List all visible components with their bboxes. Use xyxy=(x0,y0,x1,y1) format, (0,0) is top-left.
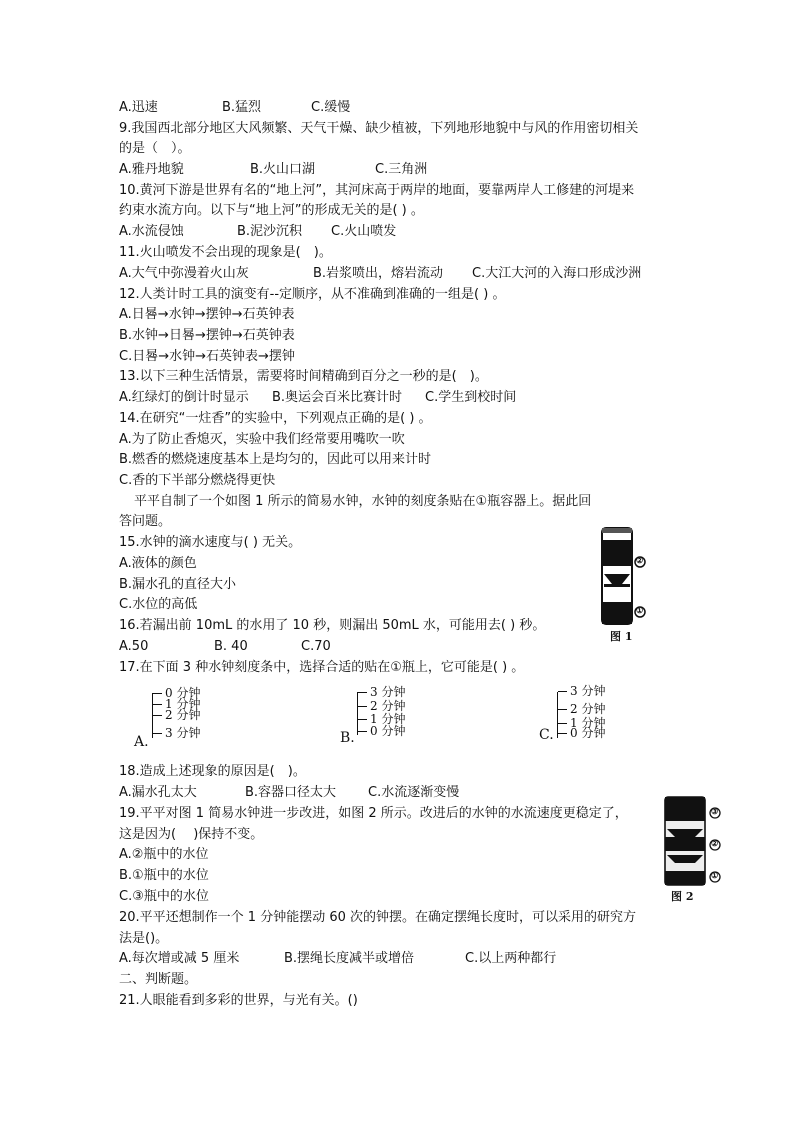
section-title-judgement: 二、判断题。 xyxy=(119,972,198,987)
q18-option-c: C.水流逐渐变慢 xyxy=(368,785,460,800)
fig2-caption: 图 2 xyxy=(671,890,694,903)
q9-stem-line2: 的是（ ）。 xyxy=(119,141,191,156)
q10-stem-line2: 约束水流方向。以下与“地上河”的形成无关的是( ) 。 xyxy=(119,203,424,218)
scale-b-letter: B. xyxy=(340,730,355,746)
q19-stem-line1: 19.平平对图 1 简易水钟进一步改进，如图 2 所示。改进后的水钟的水流速度更稳定了， xyxy=(119,806,628,821)
q10-option-a: A.水流侵蚀 xyxy=(119,224,184,239)
q19-stem-line2: 这是因为( )保持不变。 xyxy=(119,827,264,842)
q15-option-c: C.水位的高低 xyxy=(119,597,198,612)
q18-stem: 18.造成上述现象的原因是( )。 xyxy=(119,764,306,779)
q13-option-c: C.学生到校时间 xyxy=(425,390,517,405)
q21-stem: 21.人眼能看到多彩的世界，与光有关。() xyxy=(119,993,358,1008)
q16-option-b: B. 40 xyxy=(214,639,248,654)
q14-option-a: A.为了防止香熄灭，实验中我们经常要用嘴吹一吹 xyxy=(119,432,405,447)
q9-stem-line1: 9.我国西北部分地区大风频繁、天气干燥、缺少植被，下列地形地貌中与风的作用密切相关 xyxy=(119,121,639,136)
q19-option-b: B.①瓶中的水位 xyxy=(119,868,209,883)
q10-option-b: B.泥沙沉积 xyxy=(237,224,303,239)
fig1-marker-1: ① xyxy=(636,605,644,615)
fig2-marker-2: ② xyxy=(711,838,719,848)
q20-option-b: B.摆绳长度减半或增倍 xyxy=(284,951,415,966)
scale-a-tick: 1 分钟 xyxy=(151,699,200,710)
q8-option-c: C.缓慢 xyxy=(311,100,351,115)
fig1-marker-2: ② xyxy=(636,555,644,565)
scale-c-tick: 0 分钟 xyxy=(556,728,605,739)
scale-a-tick: 2 分钟 xyxy=(151,710,200,728)
q10-stem-line1: 10.黄河下游是世界有名的“地上河”，其河床高于两岸的地面，要靠两岸人工修建的河堤来 xyxy=(119,183,635,198)
q14-stem: 14.在研究“一炷香”的实验中，下列观点正确的是( ) 。 xyxy=(119,411,432,426)
fig2-marker-1: ① xyxy=(711,870,719,880)
q16-stem: 16.若漏出前 10mL 的水用了 10 秒，则漏出 50mL 水，可能用去( ) 秒。 xyxy=(119,618,546,633)
q8-option-a: A.迅速 xyxy=(119,100,158,115)
q11-option-a: A.大气中弥漫着火山灰 xyxy=(119,266,249,281)
q11-option-b: B.岩浆喷出，熔岩流动 xyxy=(313,266,444,281)
q15-option-b: B.漏水孔的直径大小 xyxy=(119,577,237,592)
scale-b-tick: 3 分钟 xyxy=(356,687,405,701)
q13-stem: 13.以下三种生活情景，需要将时间精确到百分之一秒的是( )。 xyxy=(119,369,488,384)
scale-c-ticks xyxy=(556,686,605,739)
q10-option-c: C.火山喷发 xyxy=(331,224,397,239)
q20-stem-line2: 法是()。 xyxy=(119,931,169,946)
scale-b-tick: 0 分钟 xyxy=(356,726,405,737)
q12-option-b: B.水钟→日晷→摆钟→石英钟表 xyxy=(119,328,295,343)
scale-c-tick: 1 分钟 xyxy=(556,718,605,728)
q20-option-c: C.以上两种都行 xyxy=(465,951,557,966)
q12-option-c: C.日晷→水钟→石英钟表→摆钟 xyxy=(119,349,295,364)
figure-2-water-clock xyxy=(657,793,727,903)
scale-b-ticks xyxy=(356,687,405,737)
q20-stem-line1: 20.平平还想制作一个 1 分钟能摆动 60 次的钟摆。在确定摆绳长度时，可以采用的研究方 xyxy=(119,910,637,925)
q12-option-a: A.日晷→水钟→摆钟→石英钟表 xyxy=(119,307,295,322)
q8-option-b: B.猛烈 xyxy=(222,100,262,115)
q18-option-b: B.容器口径太大 xyxy=(245,785,337,800)
scale-a-tick: 3 分钟 xyxy=(151,728,200,739)
scale-c-letter: C. xyxy=(539,727,554,743)
q11-stem: 11.火山喷发不会出现的现象是( )。 xyxy=(119,245,332,260)
figure-1-water-clock xyxy=(590,522,670,647)
q13-option-b: B.奥运会百米比赛计时 xyxy=(272,390,403,405)
intro-line2: 答问题。 xyxy=(119,514,172,529)
q11-option-c: C.大江大河的入海口形成沙洲 xyxy=(472,266,642,281)
q17-stem: 17.在下面 3 种水钟刻度条中，选择合适的贴在①瓶上，它可能是( ) 。 xyxy=(119,660,525,675)
q19-option-a: A.②瓶中的水位 xyxy=(119,847,209,862)
scale-b-tick: 2 分钟 xyxy=(356,701,405,714)
scale-a-letter: A. xyxy=(134,734,149,750)
scale-a-tick: 0 分钟 xyxy=(151,688,200,699)
q19-option-c: C.③瓶中的水位 xyxy=(119,889,209,904)
q15-option-a: A.液体的颜色 xyxy=(119,556,197,571)
scale-a-ticks xyxy=(151,688,200,739)
scale-b-tick: 1 分钟 xyxy=(356,714,405,726)
q9-option-b: B.火山口湖 xyxy=(250,162,316,177)
q14-option-b: B.燃香的燃烧速度基本上是均匀的，因此可以用来计时 xyxy=(119,452,432,467)
scale-c-tick: 3 分钟 xyxy=(556,686,605,704)
q12-stem: 12.人类计时工具的演变有--定顺序，从不准确到准确的一组是( ) 。 xyxy=(119,287,506,302)
q9-option-c: C.三角洲 xyxy=(375,162,428,177)
fig1-caption: 图 1 xyxy=(610,630,633,643)
q20-option-a: A.每次增或减 5 厘米 xyxy=(119,951,240,966)
fig2-marker-3: ③ xyxy=(711,806,719,816)
q13-option-a: A.红绿灯的倒计时显示 xyxy=(119,390,249,405)
q15-stem: 15.水钟的滴水速度与( ) 无关。 xyxy=(119,535,302,550)
q14-option-c: C.香的下半部分燃烧得更快 xyxy=(119,473,276,488)
q18-option-a: A.漏水孔太大 xyxy=(119,785,197,800)
intro-line1: 平平自制了一个如图 1 所示的简易水钟，水钟的刻度条贴在①瓶容器上。据此回 xyxy=(134,494,592,509)
q16-option-a: A.50 xyxy=(119,639,149,654)
q9-option-a: A.雅丹地貌 xyxy=(119,162,184,177)
scale-c-tick: 2 分钟 xyxy=(556,704,605,718)
q16-option-c: C.70 xyxy=(301,639,331,654)
